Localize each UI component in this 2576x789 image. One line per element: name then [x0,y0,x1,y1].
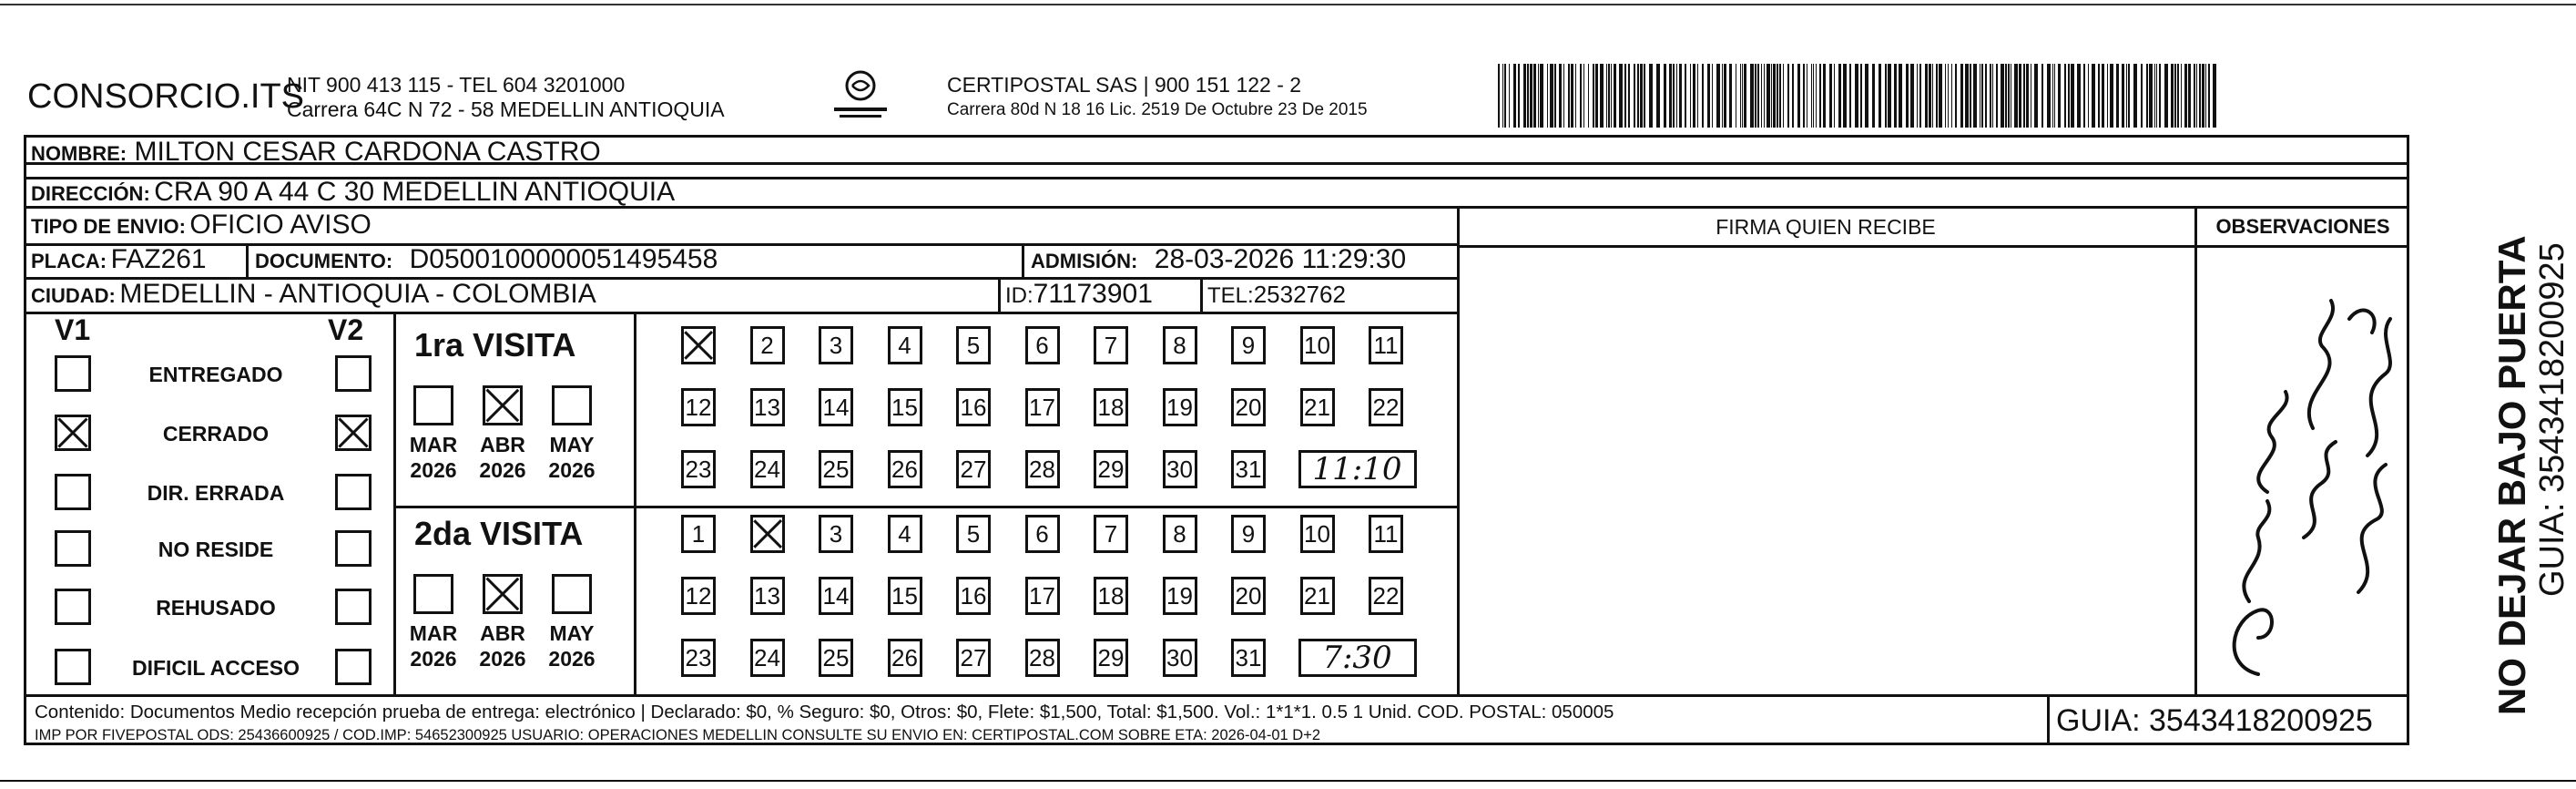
nombre-row [31,137,601,168]
day-box[interactable]: 15 [888,577,922,615]
month-checkbox[interactable] [483,385,523,425]
day-box[interactable]: 21 [1300,577,1335,615]
day-box[interactable]: 26 [888,639,922,677]
ciudad-value: MEDELLIN - ANTIOQUIA - COLOMBIA [119,279,596,309]
tipo-row [31,210,372,241]
day-box[interactable]: 25 [819,450,853,488]
certipostal-logo [829,66,892,122]
handwritten-signature [2204,264,2404,692]
barcode [1498,64,2226,128]
footer-content: Contenido: Documentos Medio recepción prueba de entrega: electrónico | Declarado: $0, % Seguro: $0, Otros: $0, Flete: $1,500, Total: $1,500. Vol.: 1*1*1. 0.5 1 Unid. COD. POSTAL: 050005 [35,702,1614,722]
day-box[interactable]: 11 [1369,515,1403,553]
day-box[interactable]: 22 [1369,388,1403,426]
direccion-label: DIRECCIÓN: [31,182,150,205]
day-box[interactable]: 14 [819,577,853,615]
month-year: 2026 [410,458,457,482]
day-box[interactable]: 5 [956,326,991,364]
v1-checkbox[interactable] [55,415,91,451]
day-box[interactable]: 28 [1025,450,1060,488]
documento-label: DOCUMENTO: [255,250,393,272]
day-box[interactable]: 8 [1163,515,1197,553]
admision-value: 28-03-2026 11:29:30 [1154,244,1407,274]
day-box[interactable]: 16 [956,577,991,615]
day-box[interactable]: 27 [956,639,991,677]
month-name: MAR [409,621,458,645]
placa-value: FAZ261 [110,244,207,274]
day-box[interactable]: 9 [1231,326,1266,364]
month-label [404,620,463,671]
visit-title: 2da VISITA [414,515,584,552]
side-guia: GUIA: 3543418200925 [2533,242,2571,597]
day-box[interactable]: 10 [1300,326,1335,364]
day-box[interactable]: 31 [1231,450,1266,488]
tel-value: 2532762 [1253,281,1346,308]
nombre-label: NOMBRE: [31,142,127,165]
day-box[interactable]: 10 [1300,515,1335,553]
day-box[interactable]: 26 [888,450,922,488]
month-name: MAY [549,621,595,645]
day-box[interactable]: 15 [888,388,922,426]
tel-row [1207,281,1346,309]
month-name: MAR [409,433,458,456]
v2-checkbox[interactable] [335,355,372,392]
day-box[interactable]: 20 [1231,577,1266,615]
tipo-label: TIPO DE ENVIO: [31,215,186,238]
month-name: ABR [480,433,525,456]
v1-checkbox[interactable] [55,530,91,567]
tel-label: TEL: [1207,283,1254,308]
time-box: 11:10 [1298,450,1417,488]
day-box[interactable]: 12 [681,388,716,426]
month-checkbox[interactable] [413,574,453,614]
day-box[interactable]: 13 [750,388,785,426]
direccion-value: CRA 90 A 44 C 30 MEDELLIN ANTIOQUIA [154,177,676,207]
day-box[interactable]: 7 [1094,515,1128,553]
firma-label: FIRMA QUIEN RECIBE [1716,215,1936,239]
day-box[interactable] [681,326,716,364]
placa-label: PLACA: [31,250,107,272]
id-label: ID: [1005,283,1033,308]
footer-imp: IMP POR FIVEPOSTAL ODS: 25436600925 / COD.IMP: 54652300925 USUARIO: OPERACIONES MEDELLIN CONSULTE SU ENVIO EN: CERTIPOSTAL.COM SOBRE ETA: 2026-04-01 D+2 [35,727,1321,743]
status-label: NO RESIDE [158,538,274,561]
day-box[interactable]: 25 [819,639,853,677]
day-box[interactable]: 29 [1094,450,1128,488]
status-label: REHUSADO [156,596,276,620]
status-label: DIR. ERRADA [147,481,285,505]
observaciones-label: OBSERVACIONES [2215,215,2390,238]
day-box[interactable]: 5 [956,515,991,553]
time-box: 7:30 [1298,639,1417,677]
day-box[interactable]: 19 [1163,388,1197,426]
v1-checkbox[interactable] [55,474,91,510]
day-box[interactable]: 23 [681,639,716,677]
carrier-address: Carrera 80d N 18 16 Lic. 2519 De Octubre 23 De 2015 [947,100,1368,119]
v1-label: V1 [55,313,91,346]
placa-row [31,244,207,275]
day-box[interactable]: 16 [956,388,991,426]
v2-label: V2 [328,313,364,346]
company-nit: NIT 900 413 115 - TEL 604 3201000 [287,73,626,97]
documento-row [255,244,718,275]
nombre-value: MILTON CESAR CARDONA CASTRO [134,137,601,167]
documento-value: D0500100000051495458 [409,244,718,274]
day-box[interactable]: 19 [1163,577,1197,615]
month-checkbox[interactable] [413,385,453,425]
bottom-edge [0,780,2576,782]
day-box[interactable]: 9 [1231,515,1266,553]
month-year: 2026 [479,647,526,671]
day-box[interactable]: 6 [1025,515,1060,553]
day-box[interactable]: 30 [1163,639,1197,677]
month-year: 2026 [410,647,457,671]
day-box[interactable]: 6 [1025,326,1060,364]
status-label: DIFICIL ACCESO [131,656,300,680]
day-box[interactable]: 18 [1094,388,1128,426]
v2-checkbox[interactable] [335,415,372,451]
company-name: CONSORCIO.ITS [27,77,305,116]
day-box[interactable]: 3 [819,515,853,553]
month-label [543,432,601,483]
day-box[interactable]: 22 [1369,577,1403,615]
day-box[interactable]: 2 [750,326,785,364]
day-box[interactable]: 13 [750,577,785,615]
month-year: 2026 [479,458,526,482]
month-checkbox[interactable] [552,385,592,425]
month-checkbox[interactable] [483,574,523,614]
v2-checkbox[interactable] [335,474,372,510]
day-box[interactable]: 27 [956,450,991,488]
v1-checkbox[interactable] [55,355,91,392]
day-box[interactable]: 31 [1231,639,1266,677]
month-label [473,620,532,671]
month-label [473,432,532,483]
day-box[interactable]: 17 [1025,577,1060,615]
day-box[interactable]: 4 [888,326,922,364]
day-box[interactable]: 12 [681,577,716,615]
day-box[interactable]: 14 [819,388,853,426]
day-box[interactable]: 3 [819,326,853,364]
top-edge [0,4,2576,5]
v1-checkbox[interactable] [55,589,91,625]
day-box[interactable]: 30 [1163,450,1197,488]
month-name: ABR [480,621,525,645]
month-checkbox[interactable] [552,574,592,614]
admision-label: ADMISIÓN: [1031,250,1138,272]
ciudad-label: CIUDAD: [31,284,116,307]
v2-checkbox[interactable] [335,589,372,625]
day-box[interactable]: 8 [1163,326,1197,364]
id-row [1005,279,1153,310]
day-box[interactable]: 21 [1300,388,1335,426]
day-box[interactable]: 29 [1094,639,1128,677]
v1-checkbox[interactable] [55,649,91,685]
carrier-info: CERTIPOSTAL SAS | 900 151 122 - 2 [947,73,1302,97]
day-box[interactable]: 11 [1369,326,1403,364]
direccion-row [31,177,675,208]
day-box[interactable] [750,515,785,553]
v2-checkbox[interactable] [335,649,372,685]
day-box[interactable]: 28 [1025,639,1060,677]
day-box[interactable]: 24 [750,450,785,488]
ciudad-row [31,279,596,310]
side-warning: NO DEJAR BAJO PUERTA [2490,235,2533,715]
day-box[interactable]: 7 [1094,326,1128,364]
day-box[interactable]: 4 [888,515,922,553]
admision-row [1031,244,1406,275]
month-year: 2026 [548,458,596,482]
day-box[interactable]: 17 [1025,388,1060,426]
day-box[interactable]: 20 [1231,388,1266,426]
day-box[interactable]: 1 [681,515,716,553]
day-box[interactable]: 24 [750,639,785,677]
status-label: CERRADO [162,422,270,446]
company-address: Carrera 64C N 72 - 58 MEDELLIN ANTIOQUIA [287,97,725,121]
month-label [404,432,463,483]
id-value: 71173901 [1033,279,1153,309]
month-year: 2026 [548,647,596,671]
footer-guia: GUIA: 3543418200925 [2056,703,2373,738]
v2-checkbox[interactable] [335,530,372,567]
status-label: ENTREGADO [148,363,283,386]
tipo-value: OFICIO AVISO [189,210,372,240]
day-box[interactable]: 18 [1094,577,1128,615]
month-name: MAY [549,433,595,456]
visit-title: 1ra VISITA [414,326,576,364]
day-box[interactable]: 23 [681,450,716,488]
month-label [543,620,601,671]
